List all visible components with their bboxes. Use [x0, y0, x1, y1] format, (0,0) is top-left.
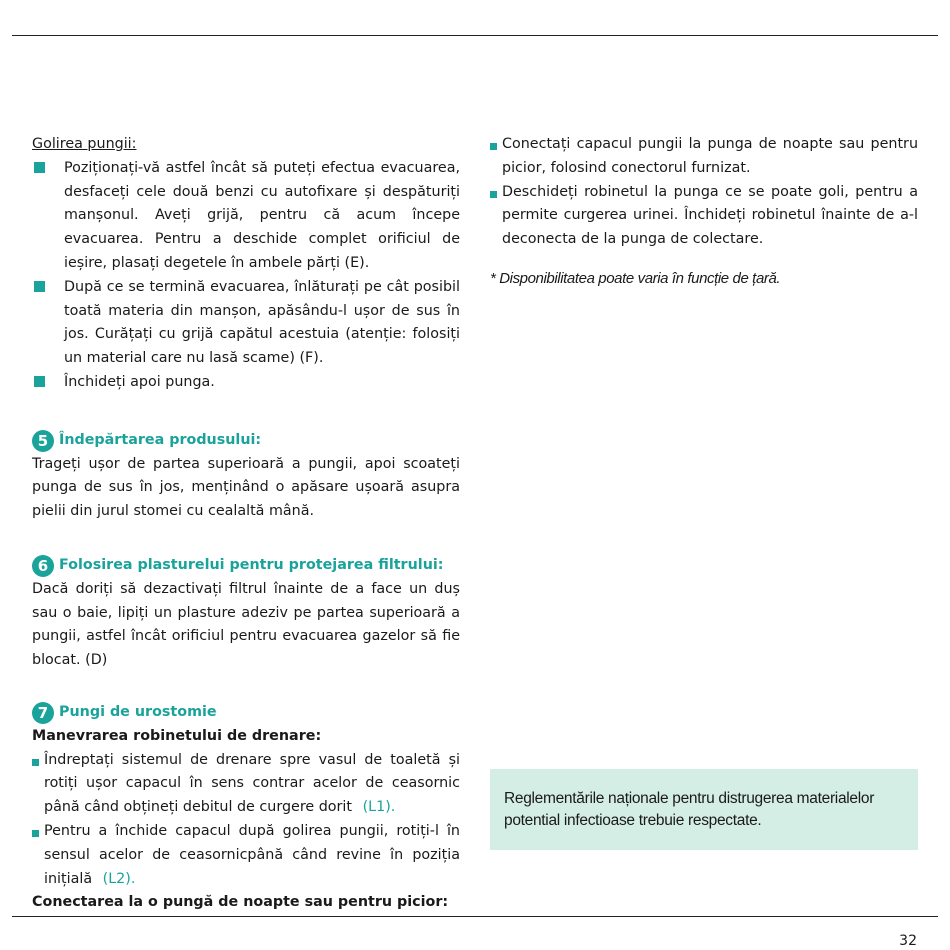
list-item-text: Închideți apoi punga. [64, 373, 215, 390]
section-6-heading [32, 554, 460, 578]
section-6-text: Dacă doriți să dezactivați filtrul înainte de a face un duș sau o baie, lipiți un plasture adeziv pe partea superioară a pungii, astfel încât orificiul pentru evacuarea gazelor să fie blocat. (D) [32, 580, 460, 669]
section-7-title: Pungi de urostomie [59, 703, 217, 720]
section-5-title: Îndepărtarea produsului: [59, 431, 262, 448]
figure-ref-l1: (L1). [362, 799, 396, 816]
top-rule [12, 35, 938, 36]
list-item [32, 157, 460, 276]
square-bullet-icon [34, 162, 45, 173]
number-6-icon: 6 [32, 555, 54, 577]
right-column [490, 133, 918, 291]
square-bullet-icon [32, 830, 39, 837]
page-number: 32 [899, 933, 917, 949]
square-bullet-icon [490, 143, 497, 150]
left-column [32, 133, 460, 915]
emptying-heading: Golirea pungii: [32, 136, 137, 152]
regulations-infobox [490, 769, 918, 850]
list-item-text: Poziționați-vă astfel încât să puteți efectua evacuarea, desfaceți cele două benzi cu autofixare și despăturiți manșonul. Aveți grijă, pentru că acum începe evacuarea. Pentru a deschide complet orificiul de ieșire, plasați degetele în ambele părți (E). [64, 159, 460, 271]
bottom-rule [12, 916, 938, 917]
list-item [490, 133, 918, 181]
number-7-icon: 7 [32, 702, 54, 724]
number-5-icon: 5 [32, 430, 54, 452]
square-bullet-icon [34, 281, 45, 292]
square-bullet-icon [34, 376, 45, 387]
list-item-text: Pentru a închide capacul după golirea pungii, rotiți-l în sensul acelor de ceasornicpână când revine în poziția inițială [44, 822, 460, 887]
square-bullet-icon [490, 191, 497, 198]
drain-valve-subheading: Manevrarea robinetului de drenare: [32, 727, 322, 744]
availability-note: * Disponibilitatea poate varia în funcție de țară. [490, 269, 781, 287]
section-5-text: Trageți ușor de partea superioară a pungii, apoi scoateți punga de sus în jos, menținând o apăsare ușoară asupra pielii din jurul stomei cu cealaltă mână. [32, 455, 460, 520]
section-6-title: Folosirea plasturelui pentru protejarea filtrului: [59, 556, 444, 573]
list-item [32, 276, 460, 371]
list-item [32, 371, 460, 395]
infobox-text: Reglementările naționale pentru distrugerea materialelor potential infectioase trebuie respectate. [504, 790, 875, 829]
list-item-text: După ce se termină evacuarea, înlăturați pe cât posibil toată materia din manșon, apăsându-l ușor de sus în jos. Curățați cu grijă capătul acestuia (atenție: folosiți un material care nu lasă scame) (F). [64, 278, 460, 367]
section-7-heading [32, 701, 460, 725]
list-item [490, 181, 918, 252]
square-bullet-icon [32, 759, 39, 766]
night-bag-subheading: Conectarea la o pungă de noapte sau pentru picior: [32, 894, 449, 911]
figure-ref-l2: (L2). [102, 870, 136, 887]
list-item [32, 749, 460, 820]
list-item [32, 820, 460, 891]
list-item-text: Conectați capacul pungii la punga de noapte sau pentru picior, folosind conectorul furnizat. [502, 136, 918, 176]
list-item-text: Deschideți robinetul la punga ce se poate goli, pentru a permite curgerea urinei. Închideți robinetul înainte de a-l deconecta de la punga de colectare. [502, 183, 918, 248]
section-5-heading [32, 429, 460, 453]
list-item-text: Îndreptați sistemul de drenare spre vasul de toaletă și rotiți ușor capacul în sens contrar acelor de ceasornic până când obțineți debitul de curgere dorit [44, 751, 460, 816]
